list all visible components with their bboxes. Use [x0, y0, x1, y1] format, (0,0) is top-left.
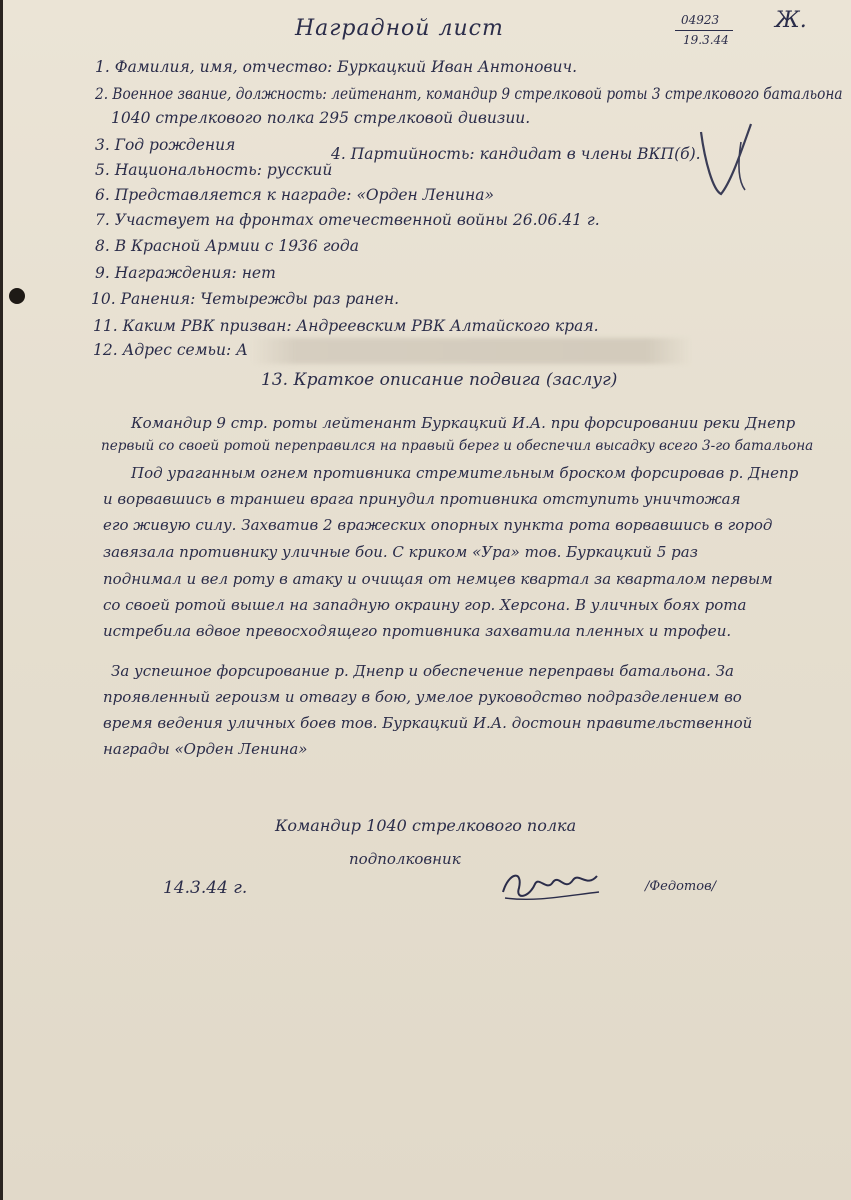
redacted-address — [251, 338, 691, 364]
description-line: поднимал и вел роту в атаку и очищая от немцев квартал за кварталом первым — [103, 570, 773, 588]
section-title: 13. Краткое описание подвига (заслуг) — [261, 370, 618, 390]
punch-hole — [9, 288, 25, 304]
handwritten-check-mark — [691, 112, 761, 202]
description-line: За успешное форсирование р. Днепр и обеспечение переправы батальона. За — [111, 662, 734, 680]
description-line: Командир 9 стр. роты лейтенант Буркацкий И.А. при форсировании реки Днепр — [131, 414, 796, 432]
signatory-rank: подполковник — [349, 850, 461, 868]
field-rank-position-cont: 1040 стрелкового полка 295 стрелковой дивизии. — [111, 109, 531, 127]
description-line: Под ураганным огнем противника стремительным броском форсировав р. Днепр — [131, 464, 799, 482]
description-line: проявленный героизм и отвагу в бою, умелое руководство подразделением во — [103, 688, 742, 706]
field-wounds: 10. Ранения: Четырежды раз ранен. — [91, 290, 400, 308]
description-line: истребила вдвое превосходящего противника захватила пленных и трофеи. — [103, 622, 732, 640]
field-award: 6. Представляется к награде: «Орден Ленина» — [95, 186, 494, 204]
description-line: завязала противнику уличные бои. С криком «Ура» тов. Буркацкий 5 раз — [103, 543, 698, 561]
field-draft-office: 11. Каким РВК призван: Андреевским РВК Алтайского края. — [93, 317, 599, 335]
signatory-name: /Федотов/ — [645, 879, 717, 894]
number-divider — [675, 30, 733, 31]
corner-handwritten-mark: Ж. — [775, 8, 807, 33]
description-line: время ведения уличных боев тов. Буркацкий И.А. достоин правительственной — [103, 714, 753, 732]
document-date: 19.3.44 — [683, 33, 729, 47]
field-front-service: 7. Участвует на фронтах отечественной войны 26.06.41 г. — [95, 211, 600, 229]
field-rank-position: 2. Военное звание, должность: лейтенант, командир 9 стрелковой роты 3 стрелкового батальона — [95, 85, 843, 103]
description-line: и ворвавшись в траншеи врага принудил противника отступить уничтожая — [103, 490, 741, 508]
signatory-title: Командир 1040 стрелкового полка — [275, 816, 577, 835]
document-title: Наградной лист — [295, 16, 504, 41]
field-family-address: 12. Адрес семьи: А — [93, 341, 248, 359]
field-full-name: 1. Фамилия, имя, отчество: Буркацкий Иван Антонович. — [95, 58, 578, 76]
field-nationality: 5. Национальность: русский — [95, 161, 333, 179]
description-line: со своей ротой вышел на западную окраину гор. Херсона. В уличных боях рота — [103, 596, 747, 614]
description-line: награды «Орден Ленина» — [103, 740, 308, 758]
handwritten-signature — [495, 862, 605, 908]
field-party: 4. Партийность: кандидат в члены ВКП(б). — [331, 145, 701, 163]
field-red-army: 8. В Красной Армии с 1936 года — [95, 237, 359, 255]
document-number: 04923 — [681, 13, 720, 27]
field-birth-year: 3. Год рождения — [95, 136, 236, 154]
description-line: первый со своей ротой переправился на правый берег и обеспечил высадку всего 3-го батальона — [101, 438, 814, 454]
description-line: его живую силу. Захватив 2 вражеских опорных пункта рота ворвавшись в город — [103, 516, 773, 534]
signature-date: 14.3.44 г. — [163, 878, 248, 898]
field-awards: 9. Награждения: нет — [95, 264, 276, 282]
